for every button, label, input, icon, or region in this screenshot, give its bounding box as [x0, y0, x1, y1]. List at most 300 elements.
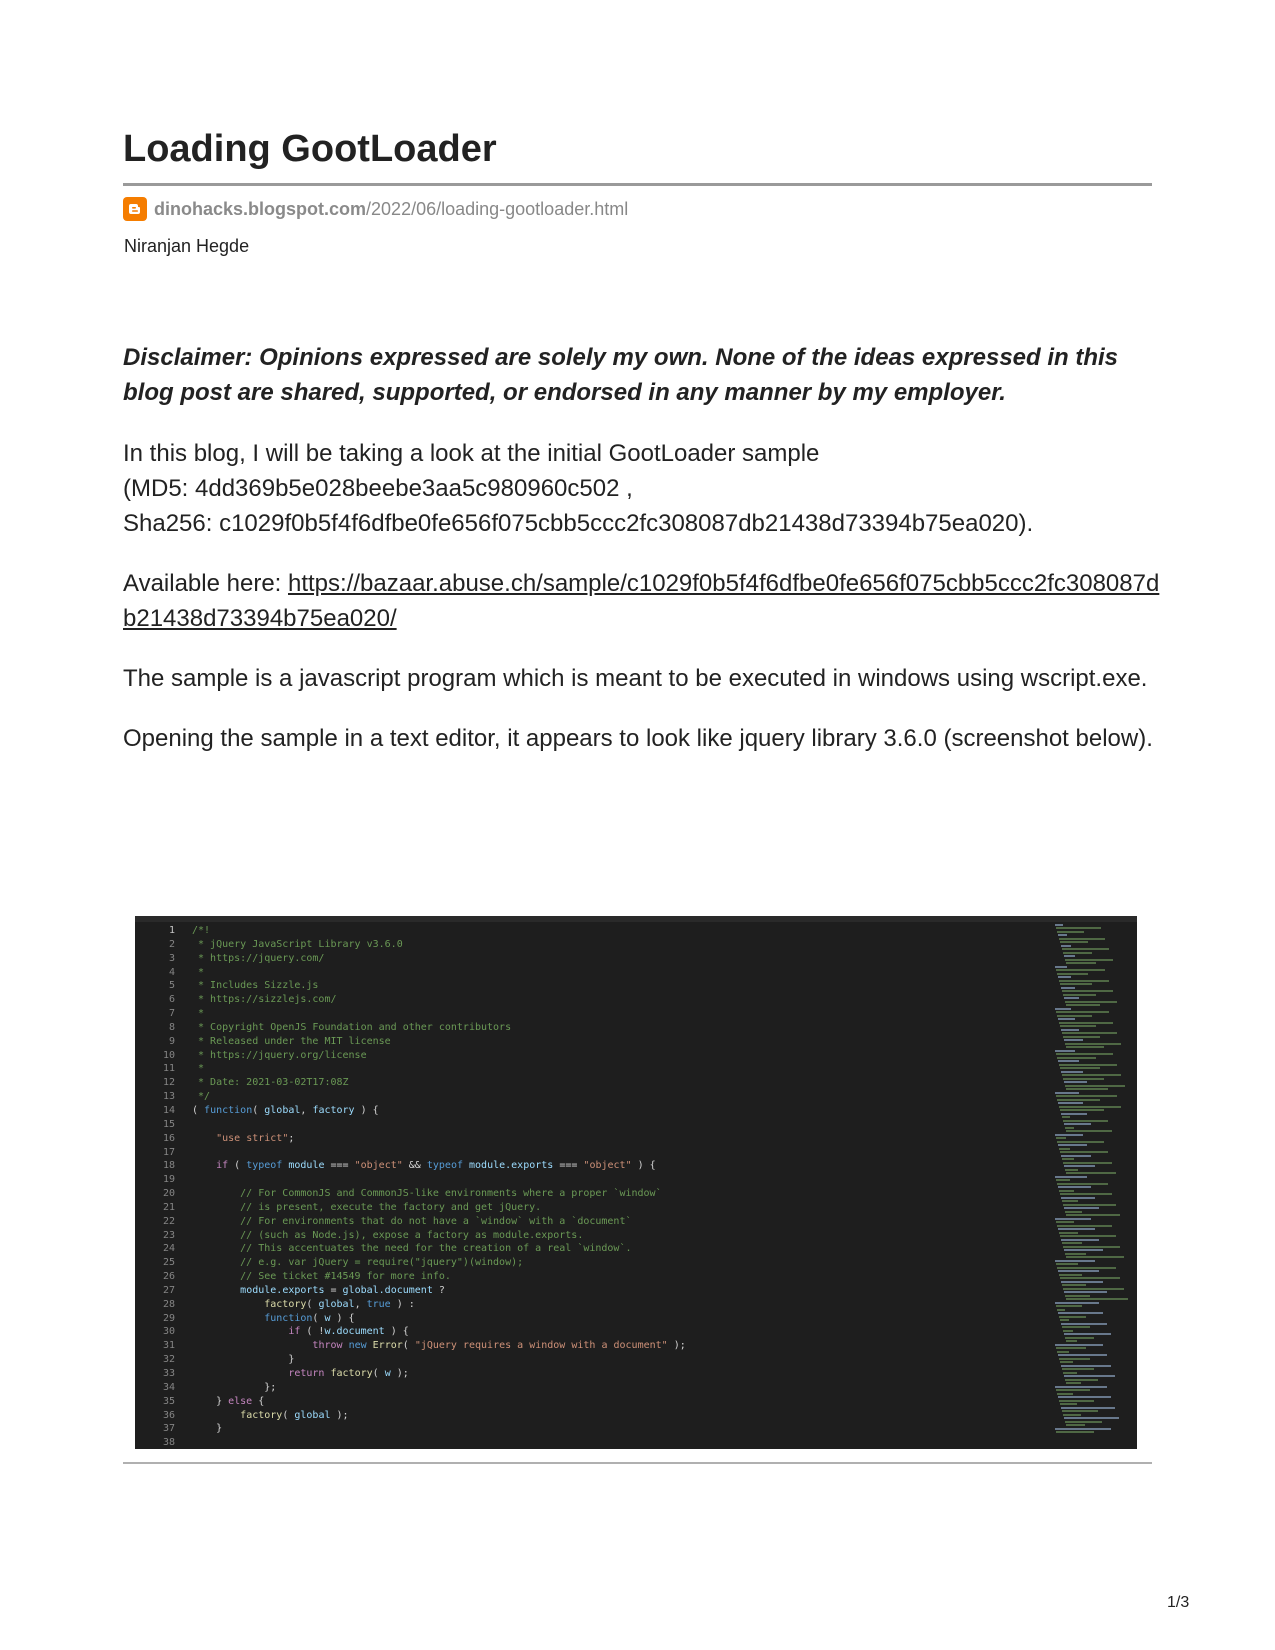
minimap-line: [1066, 1004, 1100, 1006]
minimap-line: [1065, 1169, 1078, 1171]
line-number: 16: [162, 1132, 175, 1144]
code-token: else: [228, 1395, 253, 1407]
code-line: [192, 1035, 1062, 1049]
minimap-line: [1062, 1158, 1074, 1160]
code-token: * https://jquery.org/license: [192, 1049, 367, 1061]
minimap-line: [1059, 1148, 1070, 1150]
line-number: 8: [168, 1021, 175, 1033]
minimap-line: [1060, 1235, 1116, 1237]
line-number: 27: [162, 1284, 175, 1296]
code-line: [192, 1062, 1062, 1076]
minimap-line: [1066, 1130, 1112, 1132]
minimap-line: [1059, 980, 1109, 982]
code-token: [192, 1340, 312, 1351]
minimap-line: [1064, 1417, 1119, 1419]
minimap-line: [1056, 1053, 1113, 1055]
code-line: [192, 1201, 1062, 1215]
content-divider: [123, 1462, 1152, 1464]
minimap-line: [1061, 1239, 1099, 1241]
line-number: 5: [168, 980, 175, 992]
code-line: [192, 1270, 1062, 1284]
line-number: 30: [162, 1326, 175, 1338]
minimap-line: [1062, 1074, 1121, 1076]
code-token: // This accentuates the need for the creation of a real `window`.: [192, 1243, 632, 1255]
minimap-line: [1064, 1081, 1087, 1083]
available-prefix: Available here:: [123, 570, 288, 597]
code-token: // e.g. var jQuery = require("jquery")(window);: [192, 1257, 524, 1269]
code-line: [192, 993, 1062, 1007]
minimap-line: [1061, 1281, 1103, 1283]
code-line: [192, 1215, 1062, 1229]
minimap-line: [1057, 973, 1088, 975]
minimap-line: [1057, 1267, 1116, 1269]
code-token: (: [282, 1409, 295, 1421]
code-token: module.exports: [240, 1284, 325, 1296]
line-number: 20: [162, 1188, 175, 1200]
line-number: 10: [162, 1049, 175, 1061]
code-token: [192, 1368, 288, 1379]
minimap-line: [1056, 1179, 1070, 1181]
code-editor-screenshot: [135, 916, 1137, 1449]
code-token: ,: [354, 1298, 367, 1310]
minimap-line: [1062, 1116, 1070, 1118]
blogger-icon: [123, 197, 147, 221]
line-number: 15: [162, 1118, 175, 1130]
editor-note: Opening the sample in a text editor, it appears to look like jquery library 3.6.0 (screenshot below).: [123, 725, 1153, 752]
code-line: [192, 1298, 1062, 1312]
intro-paragraph: [123, 436, 1163, 541]
code-token: [192, 1313, 264, 1324]
code-token: true: [366, 1298, 391, 1310]
minimap-line: [1057, 1141, 1104, 1143]
code-token: Error: [372, 1340, 403, 1352]
minimap-line: [1055, 1386, 1107, 1388]
code-token: ) :: [390, 1298, 415, 1310]
minimap-line: [1065, 1043, 1121, 1045]
minimap-line: [1065, 1295, 1090, 1297]
code-token: factory: [330, 1368, 373, 1379]
code-token: =: [324, 1284, 343, 1296]
line-number: 35: [162, 1395, 175, 1407]
minimap-line: [1065, 1337, 1094, 1339]
minimap-line: [1059, 1274, 1082, 1276]
minimap-line: [1063, 1120, 1108, 1122]
minimap-line: [1061, 1197, 1095, 1199]
title-divider: [123, 183, 1152, 186]
code-token: * https://sizzlejs.com/: [192, 994, 337, 1006]
minimap-line: [1057, 1057, 1096, 1059]
line-number: 29: [162, 1312, 175, 1324]
line-number: 7: [168, 1008, 175, 1020]
line-number: 34: [162, 1381, 175, 1393]
code-token: );: [390, 1368, 409, 1379]
line-number: 1: [168, 925, 175, 936]
minimap-line: [1059, 1106, 1121, 1108]
minimap-line: [1066, 1172, 1116, 1174]
code-token: [192, 1299, 264, 1310]
minimap-line: [1061, 1071, 1083, 1073]
minimap-line: [1063, 1246, 1120, 1248]
source-path[interactable]: /2022/06/loading-gootloader.html: [366, 198, 629, 219]
minimap-line: [1060, 1319, 1069, 1321]
code-token: );: [667, 1340, 686, 1352]
code-token: * jQuery JavaScript Library v3.6.0: [192, 938, 403, 950]
minimap-line: [1055, 1176, 1087, 1178]
minimap-line: [1060, 983, 1092, 985]
line-number: 37: [162, 1423, 175, 1435]
code-token: ;: [288, 1132, 295, 1144]
code-line: [192, 1367, 1062, 1381]
code-token: {: [252, 1395, 265, 1407]
sha256-line: Sha256: c1029f0b5f4f6dfbe0fe656f075cbb5ccc2fc308087db21438d73394b75ea020).: [123, 510, 1034, 537]
code-token: w: [324, 1312, 331, 1324]
minimap-line: [1060, 1067, 1100, 1069]
minimap-line: [1063, 1372, 1077, 1374]
available-paragraph: [123, 566, 1163, 636]
line-number: 13: [162, 1091, 175, 1103]
code-line: [192, 952, 1062, 966]
minimap-line: [1055, 1008, 1071, 1010]
line-number: 31: [162, 1340, 175, 1352]
intro-line: In this blog, I will be taking a look at the initial GootLoader sample: [123, 440, 820, 467]
line-number: 18: [162, 1160, 175, 1172]
minimap-line: [1062, 1284, 1086, 1286]
code-token: function: [204, 1104, 253, 1116]
code-line: [192, 1436, 1062, 1449]
minimap-line: [1055, 1092, 1079, 1094]
line-number: 28: [162, 1298, 175, 1310]
minimap-line: [1063, 1036, 1100, 1038]
code-line: [192, 1284, 1062, 1298]
line-number: 26: [162, 1271, 175, 1283]
minimap-line: [1060, 941, 1088, 943]
minimap-line: [1059, 938, 1105, 940]
line-number: 33: [162, 1368, 175, 1379]
minimap-line: [1059, 1022, 1113, 1024]
minimap-line: [1061, 945, 1071, 947]
minimap-line: [1066, 1340, 1077, 1342]
minimap-line: [1056, 1431, 1094, 1433]
minimap-line: [1056, 1137, 1066, 1139]
minimap-line: [1064, 1039, 1083, 1041]
minimap-line: [1057, 931, 1084, 933]
code-token: ) {: [631, 1160, 656, 1172]
line-number: 22: [162, 1215, 175, 1227]
minimap-line: [1061, 1407, 1115, 1409]
minimap-line: [1060, 1151, 1108, 1153]
code-token: (: [312, 1312, 325, 1324]
code-token: module.exports: [469, 1160, 554, 1172]
code-line: [192, 1381, 1062, 1395]
code-line: [192, 1090, 1062, 1104]
minimap-line: [1063, 1330, 1073, 1332]
minimap-line: [1062, 948, 1109, 950]
code-token: [192, 1410, 240, 1421]
minimap-line: [1065, 1085, 1125, 1087]
editor-minimap: [1053, 924, 1133, 1444]
code-line: [192, 966, 1062, 980]
code-token: * Released under the MIT license: [192, 1035, 391, 1047]
code-token: ( !: [300, 1326, 325, 1338]
code-token: (: [252, 1104, 265, 1116]
minimap-line: [1057, 1309, 1065, 1311]
minimap-line: [1058, 934, 1067, 936]
code-token: };: [192, 1381, 277, 1393]
minimap-line: [1059, 1190, 1074, 1192]
minimap-line: [1056, 969, 1105, 971]
minimap-line: [1058, 1102, 1083, 1104]
code-line: [192, 1104, 1062, 1118]
page-title: Loading GootLoader: [123, 128, 497, 170]
minimap-line: [1062, 990, 1113, 992]
line-number: 19: [162, 1174, 175, 1186]
minimap-line: [1055, 1344, 1103, 1346]
minimap-line: [1058, 1270, 1099, 1272]
code-token: [192, 1326, 288, 1337]
minimap-line: [1056, 1305, 1082, 1307]
code-line: [192, 1007, 1062, 1021]
code-token: * https://jquery.com/: [192, 952, 325, 964]
minimap-line: [1064, 955, 1075, 957]
code-content: [192, 924, 1062, 1449]
disclaimer: Disclaimer: Opinions expressed are solely my own. None of the ideas expressed in this blog post are shared, supported, or endorsed in any manner by my employer.: [123, 344, 1119, 406]
minimap-line: [1064, 1375, 1115, 1377]
code-token: ===: [324, 1160, 355, 1172]
line-number: 25: [162, 1257, 175, 1269]
code-line: [192, 1422, 1062, 1436]
code-token: ) {: [330, 1312, 355, 1324]
code-token: [192, 1285, 240, 1296]
article-body: [123, 340, 1163, 781]
code-token: factory: [264, 1298, 307, 1310]
minimap-line: [1055, 924, 1063, 926]
minimap-line: [1064, 1291, 1107, 1293]
line-number-gutter: [135, 924, 175, 1449]
minimap-line: [1058, 976, 1071, 978]
minimap-line: [1058, 1228, 1095, 1230]
code-line: [192, 1173, 1062, 1187]
code-token: // For CommonJS and CommonJS-like environments where a proper `window`: [192, 1188, 662, 1200]
minimap-line: [1061, 1029, 1079, 1031]
minimap-line: [1056, 1263, 1078, 1265]
minimap-line: [1065, 1001, 1117, 1003]
minimap-line: [1066, 1298, 1128, 1300]
minimap-line: [1061, 1155, 1091, 1157]
code-token: * Date: 2021-03-02T17:08Z: [192, 1077, 349, 1089]
minimap-line: [1063, 1078, 1104, 1080]
minimap-line: [1055, 1428, 1111, 1430]
line-number: 38: [162, 1437, 175, 1449]
minimap-line: [1066, 1424, 1085, 1426]
minimap-line: [1057, 1099, 1100, 1101]
minimap-line: [1061, 1113, 1087, 1115]
code-line: [192, 979, 1062, 993]
code-token: &&: [402, 1160, 427, 1172]
code-token: *: [192, 1063, 205, 1075]
code-token: * Copyright OpenJS Foundation and other contributors: [192, 1021, 512, 1033]
code-token: *: [192, 1008, 205, 1020]
editor-tab-bar: [135, 916, 1137, 922]
code-token: "jQuery requires a window with a document": [414, 1340, 668, 1352]
minimap-line: [1056, 1095, 1117, 1097]
minimap-line: [1066, 1256, 1124, 1258]
code-line: [192, 1353, 1062, 1367]
minimap-line: [1063, 1162, 1112, 1164]
code-token: ) {: [354, 1104, 379, 1116]
minimap-line: [1056, 1389, 1090, 1391]
minimap-line: [1056, 1221, 1074, 1223]
code-token: // See ticket #14549 for more info.: [192, 1271, 451, 1283]
code-token: (: [192, 1104, 205, 1116]
code-line: [192, 1325, 1062, 1339]
line-number: 36: [162, 1409, 175, 1421]
author-name: Niranjan Hegde: [124, 236, 250, 256]
minimap-line: [1056, 927, 1101, 929]
source-url[interactable]: [123, 196, 628, 222]
minimap-line: [1062, 1368, 1094, 1370]
minimap-line: [1062, 1326, 1090, 1328]
code-line: [192, 1395, 1062, 1409]
code-token: (: [306, 1298, 319, 1310]
minimap-line: [1059, 1358, 1090, 1360]
code-line: [192, 938, 1062, 952]
minimap-line: [1064, 1249, 1103, 1251]
code-token: function: [264, 1312, 313, 1324]
minimap-line: [1060, 1193, 1112, 1195]
code-token: w: [384, 1368, 391, 1379]
minimap-line: [1056, 1011, 1109, 1013]
code-token: }: [192, 1423, 223, 1435]
minimap-line: [1056, 1347, 1086, 1349]
code-line: [192, 1256, 1062, 1270]
minimap-line: [1062, 1032, 1117, 1034]
minimap-line: [1066, 962, 1096, 964]
code-token: global.document: [342, 1284, 433, 1296]
code-token: typeof: [426, 1160, 463, 1172]
code-line: [192, 1146, 1062, 1160]
minimap-line: [1064, 997, 1079, 999]
code-token: new: [348, 1340, 367, 1352]
code-token: [192, 1133, 216, 1144]
minimap-line: [1063, 1414, 1081, 1416]
code-token: w.document: [324, 1326, 385, 1338]
minimap-line: [1066, 1088, 1108, 1090]
minimap-line: [1058, 1396, 1111, 1398]
minimap-line: [1058, 1018, 1075, 1020]
page-number: 1/3: [1167, 1594, 1190, 1611]
code-token: ?: [432, 1284, 445, 1296]
code-token: global: [294, 1409, 331, 1421]
code-token: */: [192, 1091, 211, 1103]
code-token: "object": [354, 1160, 403, 1172]
minimap-line: [1055, 1302, 1099, 1304]
minimap-line: [1065, 1421, 1102, 1423]
code-token: (: [228, 1160, 247, 1172]
code-line: [192, 1159, 1062, 1173]
code-token: global: [264, 1104, 301, 1116]
code-token: [192, 1160, 216, 1171]
code-token: }: [192, 1395, 229, 1407]
code-token: module: [288, 1160, 325, 1172]
code-line: [192, 1242, 1062, 1256]
minimap-line: [1061, 1323, 1107, 1325]
code-token: ) {: [384, 1326, 409, 1338]
code-token: typeof: [246, 1160, 283, 1172]
code-line: [192, 1187, 1062, 1201]
code-token: /*!: [192, 925, 211, 936]
line-number: 3: [168, 952, 175, 964]
code-token: "use strict": [216, 1132, 289, 1144]
source-domain[interactable]: dinohacks.blogspot.com: [154, 198, 367, 219]
code-token: if: [216, 1160, 229, 1172]
minimap-line: [1063, 994, 1096, 996]
minimap-line: [1060, 1403, 1077, 1405]
minimap-line: [1058, 1186, 1091, 1188]
code-token: (: [372, 1368, 385, 1379]
code-token: ===: [553, 1160, 584, 1172]
line-number: 4: [168, 966, 175, 978]
line-number: 17: [162, 1146, 175, 1158]
minimap-line: [1066, 1382, 1081, 1384]
minimap-line: [1059, 1400, 1094, 1402]
bazaar-sample-link[interactable]: https://bazaar.abuse.ch/sample/c1029f0b5f4f6dfbe0fe656f075cbb5ccc2fc308087db21438d73394b75ea020/: [123, 570, 1160, 632]
code-line: [192, 1118, 1062, 1132]
minimap-line: [1065, 1379, 1098, 1381]
minimap-line: [1059, 1232, 1078, 1234]
code-token: ,: [300, 1104, 313, 1116]
minimap-line: [1058, 1144, 1087, 1146]
code-line: [192, 1076, 1062, 1090]
minimap-line: [1063, 1204, 1116, 1206]
code-token: * Includes Sizzle.js: [192, 980, 319, 992]
minimap-line: [1064, 1333, 1111, 1335]
minimap-line: [1057, 1351, 1069, 1353]
code-line: [192, 1021, 1062, 1035]
minimap-line: [1066, 1214, 1120, 1216]
code-token: // is present, execute the factory and get jQuery.: [192, 1201, 542, 1213]
minimap-line: [1065, 1211, 1082, 1213]
minimap-line: [1062, 1242, 1082, 1244]
minimap-line: [1065, 959, 1113, 961]
minimap-line: [1061, 1365, 1111, 1367]
minimap-line: [1065, 1127, 1074, 1129]
minimap-line: [1059, 1316, 1086, 1318]
minimap-line: [1058, 1312, 1103, 1314]
code-line: [192, 1312, 1062, 1326]
minimap-line: [1057, 1015, 1092, 1017]
minimap-line: [1055, 1050, 1075, 1052]
line-number: 12: [162, 1077, 175, 1089]
code-token: }: [192, 1354, 295, 1366]
line-number: 6: [168, 994, 175, 1006]
minimap-line: [1063, 952, 1092, 954]
minimap-line: [1055, 966, 1067, 968]
code-line: [192, 1339, 1062, 1353]
minimap-line: [1062, 1410, 1098, 1412]
minimap-line: [1057, 1225, 1112, 1227]
minimap-line: [1059, 1064, 1117, 1066]
line-number: 11: [162, 1063, 175, 1075]
code-token: );: [330, 1409, 349, 1421]
code-line: [192, 924, 1062, 938]
minimap-line: [1065, 1253, 1086, 1255]
code-token: throw: [312, 1340, 343, 1352]
line-number: 2: [168, 938, 175, 950]
code-line: [192, 1409, 1062, 1423]
minimap-line: [1060, 1361, 1073, 1363]
line-number: 32: [162, 1354, 175, 1366]
code-token: *: [192, 966, 205, 978]
